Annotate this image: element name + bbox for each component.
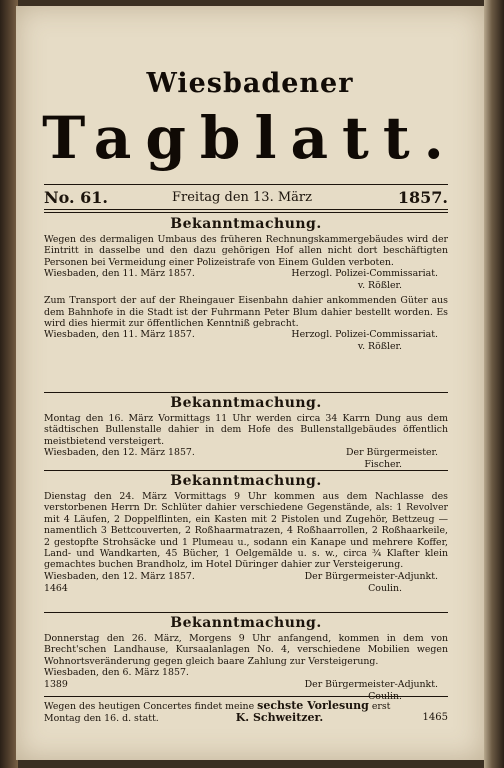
- notice-body-2: Zum Transport der auf der Rheingauer Eisenbahn dahier ankommenden Güter aus dem Bahnhofe in die Stadt ist der Fuhrmann Peter Blum dahier bestellt worden. Es wird dies hiermit zur öffentlichen Kenntniß gebracht.: [44, 295, 448, 330]
- footer-text-a: Wegen des heutigen Concertes findet meine: [44, 701, 255, 712]
- newspaper-page: [16, 6, 484, 760]
- notice-4: [44, 615, 448, 703]
- notice-divider: [44, 612, 448, 613]
- footer-reference-number: 1465: [422, 712, 448, 723]
- notice-authority: Der Bürgermeister.: [346, 447, 438, 459]
- issue-date: Freitag den 13. März: [172, 190, 312, 205]
- notice-3: [44, 473, 448, 595]
- masthead-title-top: Wiesbadener: [146, 68, 354, 99]
- footer-line-2: [44, 712, 448, 724]
- notice-place-date: Wiesbaden, den 12. März 1857.: [44, 447, 195, 459]
- notice-signature-line-2: [44, 329, 448, 341]
- notice-signer: v. Rößler.: [357, 280, 402, 292]
- notice-reference-number: 1389: [44, 679, 68, 691]
- notice-place-date: Wiesbaden, den 11. März 1857.: [44, 268, 195, 280]
- notice-signature-line: [44, 268, 448, 280]
- notice-signer-line-2: [44, 341, 448, 353]
- notice-body: Donnerstag den 26. März, Morgens 9 Uhr anfangend, kommen in dem von Brecht'schen Landhause, Kursaalanlagen No. 4, verschiedene Mobilien wegen Wohnortsveränderung gegen gleich baare Zahlung zur Versteigerung.: [44, 633, 448, 667]
- notice-signer: Coulin.: [368, 582, 402, 594]
- footer-signer: K. Schweitzer.: [235, 711, 324, 725]
- notice-signer: Fischer.: [364, 459, 402, 471]
- issue-number: No. 61.: [44, 188, 108, 207]
- notice-heading: Bekanntmachung.: [170, 473, 322, 489]
- notice-body: Montag den 16. März Vormittags 11 Uhr werden circa 34 Karrn Dung aus dem städtischen Bullenstalle dahier in dem Hofe des Bullenstallgebäudes öffentlich meistbietend versteigert.: [44, 413, 448, 447]
- notice-signer-line: [44, 679, 448, 691]
- notice-heading: Bekanntmachung.: [170, 216, 322, 232]
- notice-1: [44, 216, 448, 353]
- notice-authority: Der Bürgermeister-Adjunkt.: [304, 570, 438, 582]
- masthead-rule-bottom: [44, 209, 448, 210]
- page-edge: [484, 0, 504, 768]
- footer-divider: [44, 696, 448, 697]
- notice-authority-2: Herzogl. Polizei-Commissariat.: [291, 329, 438, 341]
- footer-text-d: Montag den 16. d. statt.: [44, 713, 159, 725]
- masthead-rule-top: [44, 184, 448, 185]
- notice-heading: Bekanntmachung.: [170, 615, 322, 631]
- notice-reference-number: 1464: [44, 582, 68, 594]
- notice-signer-line: [44, 583, 448, 595]
- issue-year: 1857.: [397, 188, 448, 207]
- footer-highlight: sechste Vorlesung: [257, 699, 369, 712]
- notice-place-date: Wiesbaden, den 12. März 1857.: [44, 570, 195, 582]
- notice-signature-line: [44, 667, 448, 679]
- notice-signer-2: v. Rößler.: [357, 341, 402, 353]
- notice-authority: Herzogl. Polizei-Commissariat.: [291, 268, 438, 280]
- notice-place-date-2: Wiesbaden, den 11. März 1857.: [44, 329, 195, 341]
- notice-heading: Bekanntmachung.: [170, 395, 322, 411]
- notice-body: Dienstag den 24. März Vormittags 9 Uhr kommen aus dem Nachlasse des verstorbenen Herrn Dr. Schlüter dahier verschiedene Gegenstände, als: 1 Revolver mit 4 Läufen, 2 Doppelflinten, ein Kasten mit 2 Pistolen und Zugehör, Bettzeug — namentlich 3 Bettcouverten, 2 Roßhaarmatrazen, 4 Roßhaarrollen, 2 Roßhaarkeile, 2 gestopfte Strohsäcke und 1 Plumeau u., sodann ein Kanape und mehrere Koffer, Land- und Wandkarten, 45 Bücher, 1 Oelgemälde u. s. w., circa ¾ Klafter klein gemachtes buchen Brandholz, im Hotel Düringer dahier zur Versteigerung.: [44, 491, 448, 571]
- notice-signature-line: [44, 571, 448, 583]
- notice-divider: [44, 470, 448, 471]
- notice-signer-line: [44, 280, 448, 292]
- notice-divider: [44, 392, 448, 393]
- footer-notice: [44, 700, 448, 725]
- notice-place-date: Wiesbaden, den 6. März 1857.: [44, 667, 189, 679]
- masthead-title-main: Tagblatt.: [42, 104, 458, 172]
- notice-signer: Coulin.: [368, 691, 402, 703]
- notice-authority: Der Bürgermeister-Adjunkt.: [304, 679, 438, 691]
- notice-2: [44, 395, 448, 471]
- masthead-rule-double: [44, 212, 448, 213]
- notice-body: Wegen des dermaligen Umbaus des früheren Rechnungskammergebäudes wird der Eintritt in dasselbe und den dazu gehörigen Hof allen nicht dort beschäftigten Personen bei Vermeidung einer Polizeistrafe von Einem Gulden verboten.: [44, 234, 448, 268]
- notice-signature-line: [44, 447, 448, 459]
- footer-text-c: erst: [371, 701, 391, 712]
